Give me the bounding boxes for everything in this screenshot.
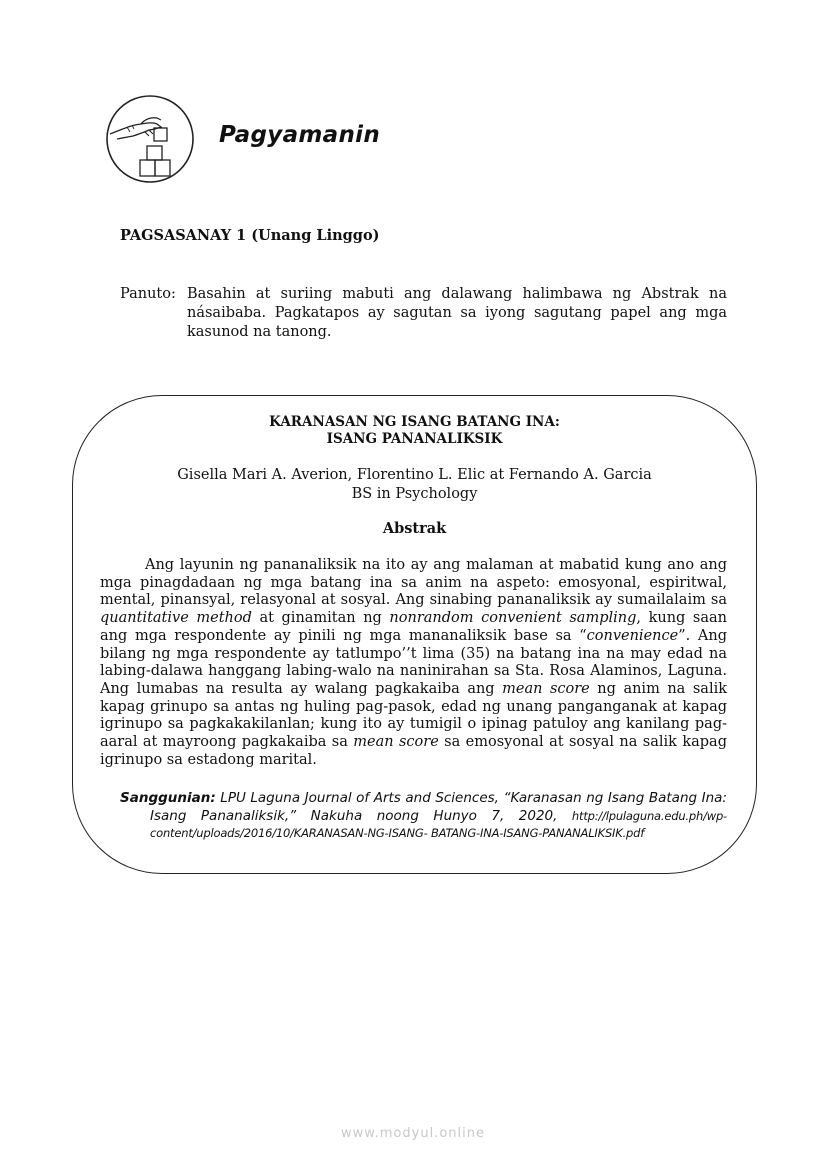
abstract-program: BS in Psychology [351, 486, 478, 502]
abstract-em-5: mean score [353, 734, 439, 751]
instructions-label: Panuto: [120, 286, 176, 302]
abstract-heading: Abstrak [382, 520, 447, 537]
abstract-em-3: convenience [586, 627, 679, 644]
abstract-em-4: mean score [502, 680, 590, 697]
exercise-heading: PAGSASANAY 1 (Unang Linggo) [120, 227, 380, 244]
reference-url[interactable]: http://lpulaguna.edu.ph/wp-content/uploads/2016/10/KARANASAN-NG-ISANG- BATANG-INA-ISANG-PANANALIKSIK.pdf [150, 808, 727, 840]
abstract-body [100, 557, 727, 769]
abstract-em-1: quantitative method [100, 610, 252, 627]
reference [120, 790, 727, 843]
abstract-text-2: at ginamitan ng [251, 610, 390, 627]
reference-text: LPU Laguna Journal of Arts and Sciences, “Karanasan ng Isang Batang Ina: Isang Pananaliksik,” Nakuha noong Hunyo 7, 2020, [150, 790, 727, 824]
abstract-text-6: sa emosyonal at sosyal na salik kapag igrinupo sa estadong marital. [100, 734, 727, 768]
abstract-text-1: Ang layunin ng pananaliksik na ito ay ang malaman at mabatid kung ano ang mga pinagdadaan ng mga batang ina sa anim na aspeto: emosyonal, espiritwal, mental, pinansyal, relasyonal at sosyal. Ang sinabing pananaliksik ay sumailalaim sa [100, 557, 727, 609]
pagyamanin-logo-icon [105, 94, 195, 184]
abstract-text-5: ng anim na salik kapag grinupo sa antas ng huling pag-pasok, edad ng unang panganganak at kapag igrinupo sa pagkakakilanlan; kung ito ay tumigil o ipinag patuloy ang kanilang pag-aaral at mayroong pagkakaiba sa [100, 680, 728, 751]
reference-label: Sanggunian: [120, 790, 216, 806]
section-title: Pagyamanin [219, 122, 381, 148]
instructions-text: Basahin at suriing mabuti ang dalawang halimbawa ng Abstrak na násaibaba. Pagkatapos ay sagutan sa iyong sagutang papel ang mga kasunod na tanong. [187, 286, 727, 340]
instructions [120, 285, 727, 342]
abstract-authors: Gisella Mari A. Averion, Florentino L. Elic at Fernando A. Garcia [177, 467, 652, 483]
watermark: www.modyul.online [340, 1126, 486, 1141]
abstract-authors-block [72, 466, 757, 504]
abstract-title-line2: ISANG PANANALIKSIK [326, 431, 503, 447]
abstract-text-3: , kung saan ang mga respondente ay pinili ng mga mananaliksik base sa “ [100, 610, 727, 644]
abstract-text-4: ”. Ang bilang ng mga respondente ay tatlumpo’’t lima (35) na batang ina na may edad na labing-dalawa hanggang labing-walo na naninirahan sa Sta. Rosa Alaminos, Laguna. Ang lumabas na resulta ay walang pagkakaiba ang [100, 627, 727, 697]
abstract-title [72, 414, 757, 448]
abstract-em-2: nonrandom convenient sampling [389, 610, 637, 627]
abstract-title-line1: KARANASAN NG ISANG BATANG INA: [269, 414, 560, 430]
